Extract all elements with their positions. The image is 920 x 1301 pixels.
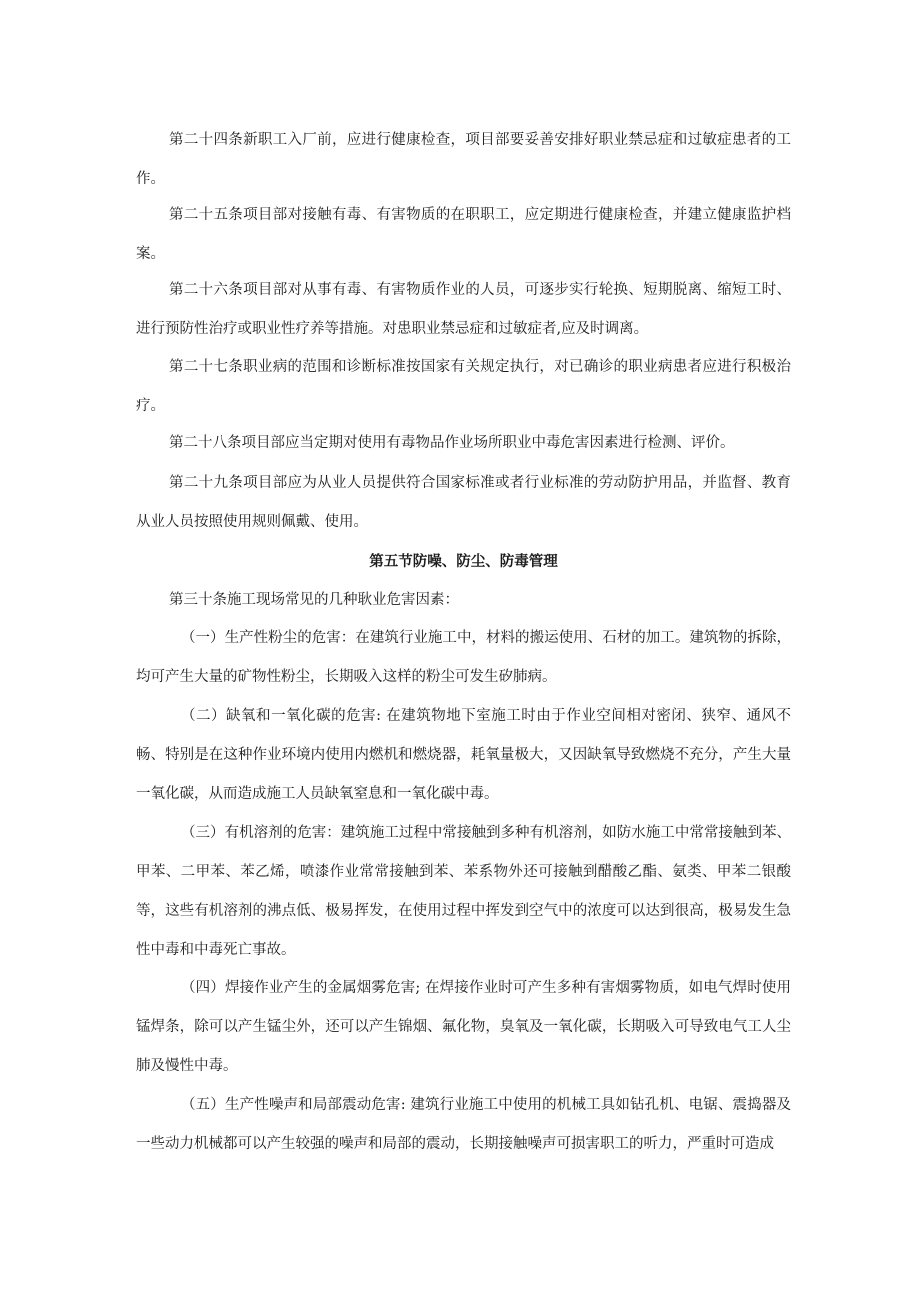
hazard-dust: （一）生产性粉尘的危害：在建筑行业施工中，材料的搬运使用、石材的加工。建筑物的拆除，均可产生大量的矿物性粉尘，长期吸入这样的粉尘可发生矽肺病。 — [136, 630, 791, 685]
hazard-noise-vibration: （五）生产性噪声和局部震动危害: 建筑行业施工中使用的机械工具如钻孔机、电锯、震捣器及一些动力机械都可以产生较强的噪声和局部的震动，长期接触噪声可损害职工的听力，严重时可造成 — [136, 1097, 791, 1152]
hazard-welding-fumes: （四）焊接作业产生的金属烟雾危害; 在焊接作业时可产生多种有害烟雾物质，如电气焊时使用锰焊条，除可以产生锰尘外，还可以产生锦烟、氟化物，臭氧及一氧化碳，长期吸入可导致电气工人尘肺及慢性中毒。 — [136, 980, 791, 1074]
article-24: 第二十四条新职工入厂前，应进行健康检查，项目部要妥善安排好职业禁忌症和过敏症患者的工作。 — [136, 132, 791, 187]
article-30-intro: 第三十条施工现场常见的几种耿业危害因素： — [169, 592, 459, 608]
hazard-solvents: （三）有机溶剂的危害：建筑施工过程中常接触到多种有机溶剂，如防水施工中常常接触到苯、甲苯、二甲苯、苯乙烯，喷漆作业常常接触到苯、苯系物外还可接触到醋酸乙酯、氨类、甲苯二银酸等，这些有机溶剂的沸点低、极易挥发，在使用过程中挥发到空气中的浓度可以达到很高，极易发生急性中毒和中毒死亡事故。 — [136, 825, 791, 958]
article-25: 第二十五条项目部对接触有毒、有害物质的在职职工，应定期进行健康检查，并建立健康监护档案。 — [136, 207, 791, 262]
article-26: 第二十六条项目部对从事有毒、有害物质作业的人员，可逐步实行轮换、短期脱离、缩短工时、进行预防性治疗或职业性疗养等措施。对患职业禁忌症和过敏症者,应及时调离。 — [136, 282, 791, 337]
article-27: 第二十七条职业病的范围和诊断标准按国家有关规定执行，对已确诊的职业病患者应进行积极治疗。 — [136, 359, 791, 414]
hazard-oxygen-co: （二）缺氧和一氧化碳的危害: 在建筑物地下室施工时由于作业空间相对密闭、狭窄、通风不畅、特别是在这种作业环境内使用内燃机和燃烧器，耗氧量极大，又因缺氧导致燃烧不充分，产生大量一氧化碳，从而造成施工人员缺氧窒息和一氧化碳中毒。 — [136, 708, 791, 802]
section-heading: 第五节防噪、防尘、防毒管理 — [369, 553, 558, 570]
article-29: 第二十九条项目部应为从业人员提供符合国家标准或者行业标准的劳动防护用品，并监督、教育从业人员按照使用规则佩戴、使用。 — [136, 475, 791, 530]
article-28: 第二十八条项目部应当定期对使用有毒物品作业场所职业中毒危害因素进行检测、评价。 — [169, 435, 735, 451]
